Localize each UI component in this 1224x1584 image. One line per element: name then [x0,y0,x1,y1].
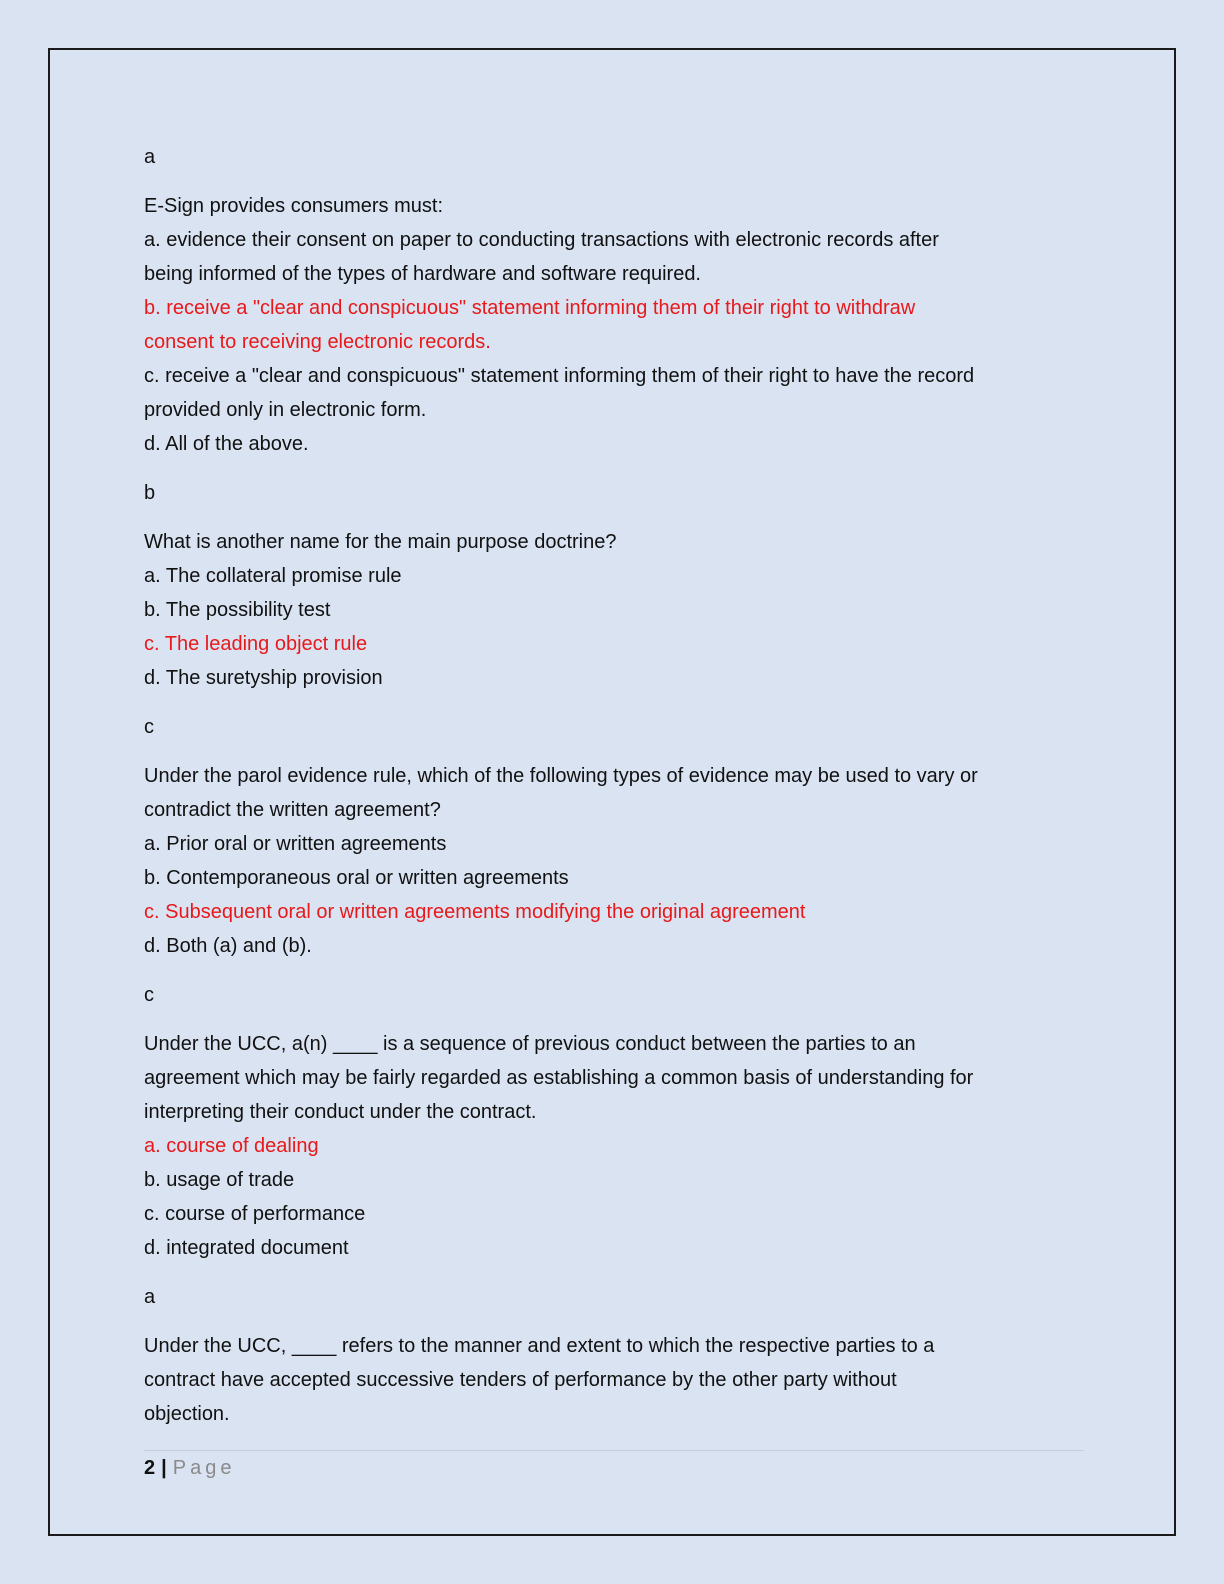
page-footer [144,1450,1084,1483]
question [144,525,1084,695]
answer-option [144,559,1084,593]
answer-option-line: b. The possibility test [144,599,331,621]
question-stem-line: Under the UCC, a(n) ____ is a sequence of previous conduct between the parties to an [144,1033,916,1055]
document-body [144,140,1084,1446]
answer-key [144,978,1084,1012]
answer-option-line: c. receive a "clear and conspicuous" statement informing them of their right to have the record [144,365,975,387]
answer-option-line: d. integrated document [144,1237,349,1259]
answer-option [144,223,1084,291]
answer-option [144,1231,1084,1265]
answer-option-correct [144,1129,1084,1163]
answer-option [144,427,1084,461]
footer-separator: | [161,1457,167,1479]
question-stem-line: E-Sign provides consumers must: [144,195,444,217]
question-stem-line: interpreting their conduct under the contract. [144,1101,537,1123]
answer-option-line: a. course of dealing [144,1135,319,1157]
page-label: Page [172,1457,236,1479]
question-stem-line: Under the UCC, ____ refers to the manner and extent to which the respective parties to a [144,1335,935,1357]
question [144,189,1084,461]
answer-letter: c [144,984,154,1006]
answer-option-line: provided only in electronic form. [144,399,427,421]
answer-key [144,710,1084,744]
answer-option-line: being informed of the types of hardware and software required. [144,263,701,285]
answer-option [144,1197,1084,1231]
answer-option [144,1163,1084,1197]
question-stem-line: contract have accepted successive tenders of performance by the other party without [144,1369,897,1391]
answer-letter: a [144,146,156,168]
answer-option [144,661,1084,695]
answer-option-line: c. Subsequent oral or written agreements modifying the original agreement [144,901,806,923]
answer-option [144,827,1084,861]
answer-option-line: consent to receiving electronic records. [144,331,491,353]
question [144,759,1084,963]
answer-option-line: a. The collateral promise rule [144,565,402,587]
answer-option-line: d. All of the above. [144,433,309,455]
answer-option-correct [144,291,1084,359]
answer-option-line: a. Prior oral or written agreements [144,833,447,855]
answer-option [144,359,1084,427]
answer-option-line: b. usage of trade [144,1169,295,1191]
question-stem-line: contradict the written agreement? [144,799,441,821]
answer-letter: a [144,1286,156,1308]
question [144,1329,1084,1431]
answer-option-correct [144,627,1084,661]
answer-option-line: a. evidence their consent on paper to conducting transactions with electronic records after [144,229,939,251]
answer-option-correct [144,895,1084,929]
question-stem-line: objection. [144,1403,230,1425]
answer-key [144,1280,1084,1314]
question [144,1027,1084,1265]
answer-key [144,476,1084,510]
answer-option-line: d. Both (a) and (b). [144,935,312,957]
answer-letter: c [144,716,154,738]
answer-option-line: c. course of performance [144,1203,366,1225]
question-stem-line: agreement which may be fairly regarded as establishing a common basis of understanding for [144,1067,974,1089]
answer-option-line: b. receive a "clear and conspicuous" statement informing them of their right to withdraw [144,297,916,319]
answer-option-line: d. The suretyship provision [144,667,383,689]
answer-option-line: b. Contemporaneous oral or written agreements [144,867,569,889]
answer-option [144,593,1084,627]
answer-letter: b [144,482,156,504]
answer-option [144,929,1084,963]
page-number: 2 [144,1457,156,1479]
answer-option [144,861,1084,895]
answer-option-line: c. The leading object rule [144,633,368,655]
question-stem-line: What is another name for the main purpose doctrine? [144,531,617,553]
question-stem-line: Under the parol evidence rule, which of the following types of evidence may be used to vary or [144,765,978,787]
answer-key [144,140,1084,174]
